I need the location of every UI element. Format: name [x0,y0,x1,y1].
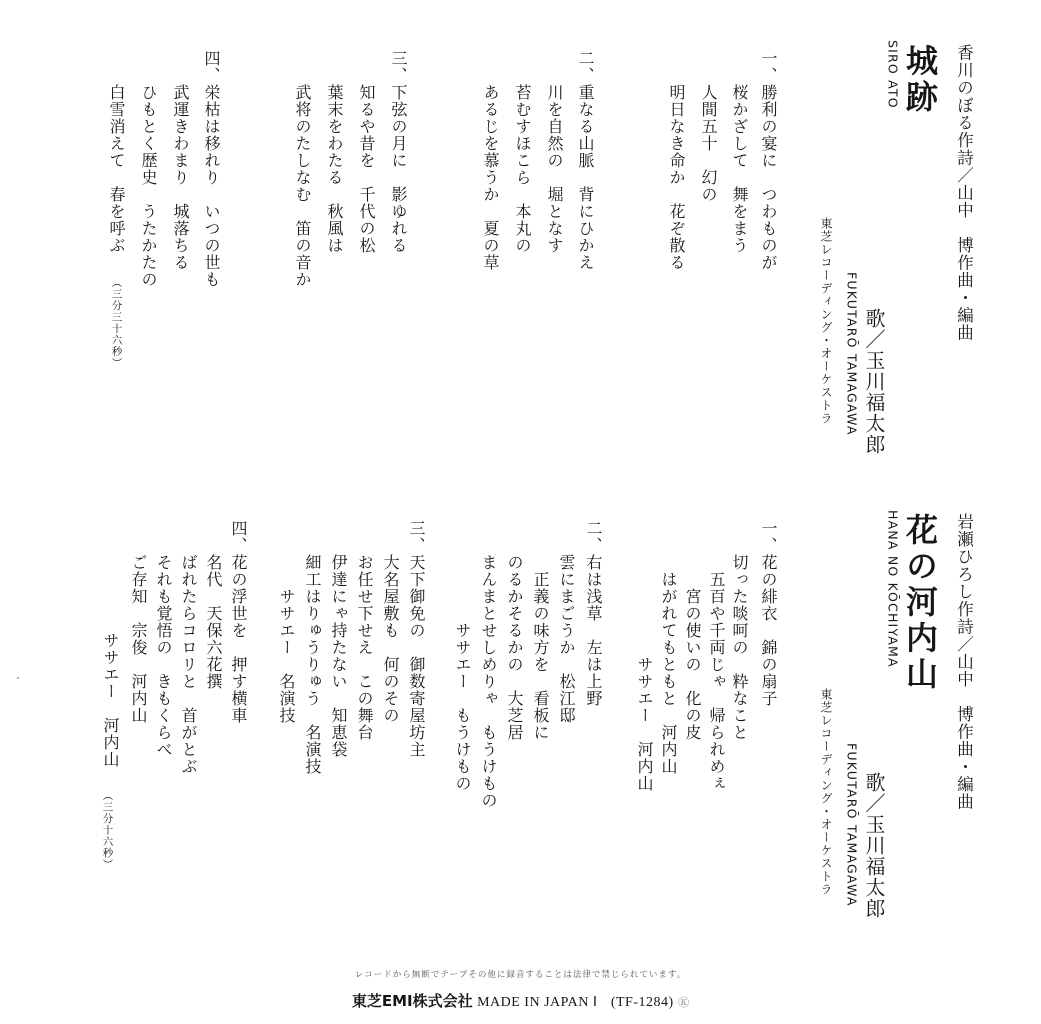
song2-title: 花の河内山 [901,513,939,693]
made-in: MADE IN JAPAN Ⅰ [477,995,598,1010]
song1-singer-roman: FUKUTARŌ TAMAGAWA [844,272,860,436]
song1-lyric-line: 武運きわまり 城落ちる [171,50,190,271]
song1-duration: （三分三十六秒） [110,277,123,369]
song1-singer: 歌／玉川福太郎 [862,308,886,455]
song2-lyric-line: 正義の味方を 看板に [531,520,550,741]
song2-lyric-line: 四、花の浮世を 押す横車 [229,520,248,724]
song1-lyric-line: 川を自然の 堀となす [545,50,564,254]
song2-title-roman: HANA NO KŌCHIYAMA [885,510,901,668]
song2-lyric-line: ササエー 名演技 [277,520,296,724]
song1-lyric-line: ひもとく歴史 うたかたの [139,50,158,288]
song1-lyric-line: 桜かざして 舞をまう [730,50,749,254]
song2-lyric-line: はがれてもともと 河内山 [659,520,678,775]
song1-orchestra: 東芝レコーディング・オーケストラ [819,217,833,425]
song2-lyric-line: ばれたらコロリと 首がとぶ [179,520,198,775]
song2-singer-roman: FUKUTARŌ TAMAGAWA [844,743,860,907]
song2-lyric-line: お任せ下せえ この舞台 [355,520,374,741]
song2-lyric-line: 雲にまごうか 松江邸 [557,520,576,724]
song1-lyric-line: 白雪消えて 春を呼ぶ [107,50,126,254]
record-company: 東芝EMI株式会社 [351,992,473,1010]
song2-lyric-line: ササエー 河内山 [101,615,120,768]
song2-duration: （三分十六秒） [101,790,114,871]
song1-title: 城跡 [901,44,939,116]
song2-lyric-line: ササエー もうけもの [453,520,472,792]
song2-lyric-line: 宮の使いの 化の皮 [683,520,702,741]
song1-lyric-line: 知るや昔を 千代の松 [357,50,376,254]
song1-lyric-line: 明日なき命か 花ぞ散る [667,50,686,271]
song2-lyric-line: 三、天下御免の 御数寄屋坊主 [407,520,426,758]
song1-title-roman: SIRO ATO [885,40,901,109]
song1-credits: 香川のぼる作詩／山中 博作曲・編曲 [954,44,974,342]
song2-lyric-line: のるかそるかの 大芝居 [505,520,524,741]
song1-lyric-line: あるじを慕うか 夏の草 [481,50,500,271]
song2-lyric-line: 伊達にゃ持たない 知恵袋 [329,520,348,758]
song2-lyric-line: 大名屋敷も 何のその [381,520,400,724]
song2-lyric-line: 五百や千両じゃ 帰られめぇ [707,520,726,792]
label-credit-line [0,990,1041,1011]
song2-singer: 歌／玉川福太郎 [862,772,886,919]
song2-lyric-line: 一、花の緋衣 錦の扇子 [759,520,778,707]
song1-lyric-line: 人間五十 幻の [699,50,718,203]
dust-speck [17,677,19,679]
catalog-number: (TF-1284) [610,995,674,1010]
song2-lyric-line: 細工はりゅうりゅう 名演技 [303,520,322,775]
song1-lyric-line: 武将のたしなむ 笛の音か [293,50,312,288]
song1-lyric-line: 三、下弦の月に 影ゆれる [389,50,408,254]
song2-lyric-line: 切った啖呵の 粋なこと [730,520,749,741]
song1-lyric-line: 一、勝利の宴に つわものが [759,50,778,271]
k-mark-icon: Ⓚ [678,996,690,1009]
song2-lyric-line: それも覚悟の きもくらべ [154,520,173,758]
song1-lyric-line: 二、重なる山脈 背にひかえ [576,50,595,271]
song2-lyric-line: ササエー 河内山 [635,520,654,792]
song1-lyric-line: 苔むすほこら 本丸の [513,50,532,254]
song1-lyric-line: 四、栄枯は移れり いつの世も [202,50,221,288]
song2-lyric-line: ご存知 宗俊 河内山 [129,520,148,724]
song1-lyric-line: 葉末をわたる 秋風は [325,50,344,254]
song2-credits: 岩瀬ひろし作詩／山中 博作曲・編曲 [954,513,974,811]
song2-lyric-line: 二、右は浅草 左は上野 [584,520,603,707]
song2-lyric-line: まんまとせしめりゃ もうけもの [479,520,498,809]
song2-lyric-line: 名代 天保六花撰 [204,520,223,690]
song2-orchestra: 東芝レコーディング・オーケストラ [819,688,833,896]
copyright-notice: レコードから無断でテープその他に録音することは法律で禁じられています。 [354,970,687,980]
